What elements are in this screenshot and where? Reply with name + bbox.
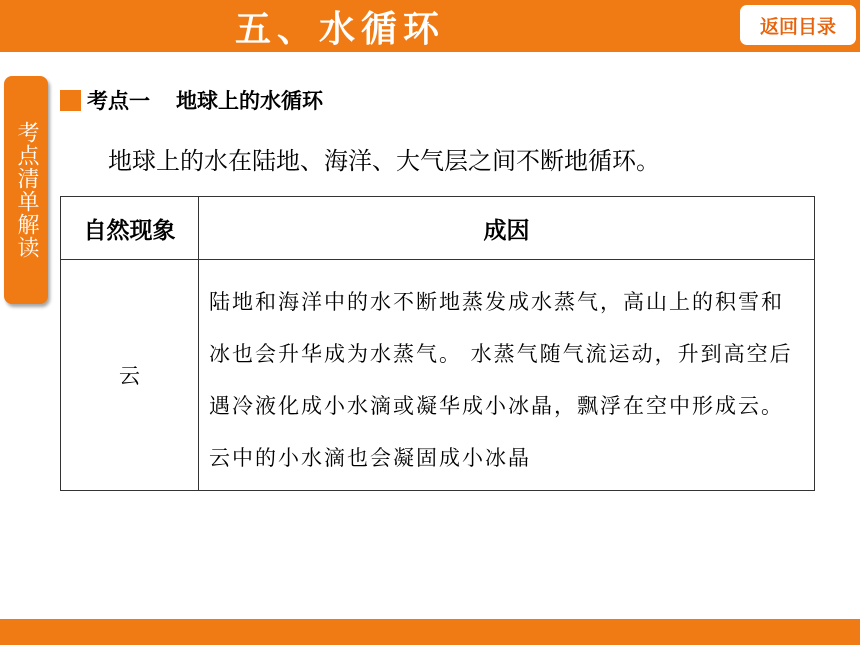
phenomenon-table (60, 196, 815, 491)
square-bullet-icon (60, 90, 81, 111)
slide-title: 五、水循环 (234, 8, 445, 50)
header-bar (0, 0, 860, 52)
point-label: 考点一 (87, 89, 150, 113)
intro-text: 地球上的水在陆地、海洋、大气层之间不断地循环。 (108, 146, 660, 175)
header-cause: 成因 (199, 197, 815, 260)
cause-cell: 陆地和海洋中的水不断地蒸发成水蒸气，高山上的积雪和冰也会升华成为水蒸气。 水蒸气随气流运动，升到高空后遇冷液化成小水滴或凝华成小冰晶，飘浮在空中形成云。 云中的小水滴也会凝固成小冰晶 (199, 260, 815, 491)
table-header-row (61, 197, 815, 260)
point-title: 地球上的水循环 (176, 89, 323, 113)
table-row (61, 260, 815, 491)
header-phenomenon: 自然现象 (61, 197, 199, 260)
footer-bar (0, 619, 860, 645)
side-tab-label: 考点清单解读 (14, 121, 39, 259)
section-heading (60, 83, 323, 117)
side-tab[interactable] (4, 76, 48, 304)
phenomenon-cell: 云 (61, 260, 199, 491)
back-to-contents-button[interactable]: 返回目录 (740, 5, 856, 45)
